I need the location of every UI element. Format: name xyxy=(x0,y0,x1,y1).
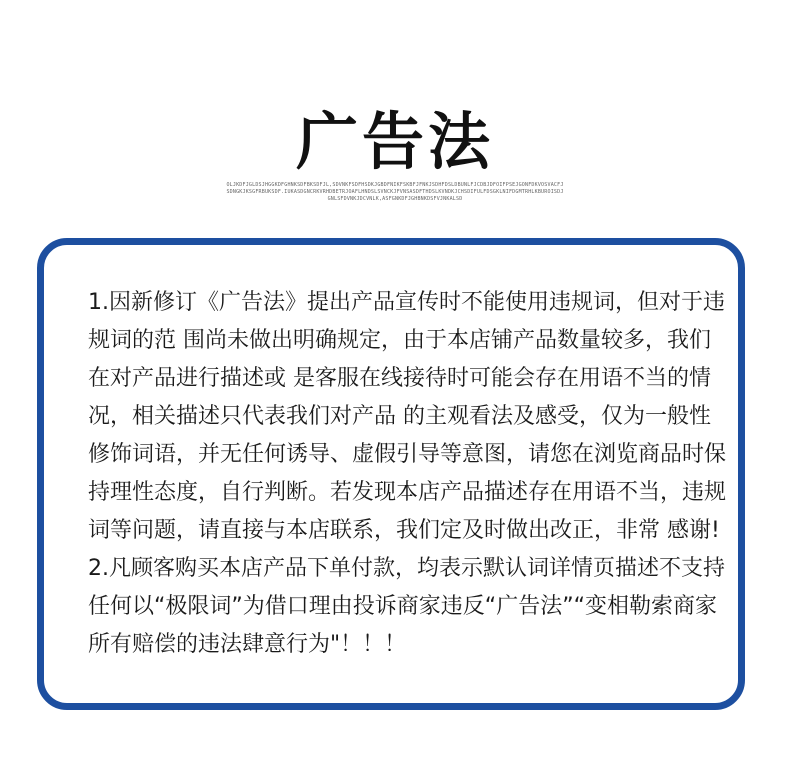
notice-body xyxy=(88,284,728,664)
notice-paragraph-2: 2.凡顾客购买本店产品下单付款，均表示默认词详情页描述不支持任何以“极限词”为借口理由投诉商家违反“广告法”“变相勒索商家所有赔偿的违法肆意行为"！！！ xyxy=(88,556,725,657)
page-title: 广告法 xyxy=(295,105,494,178)
decorative-subtext: OLJKDFJGLDSJHGGKDFGHNKSDFBKSDFJL,SDVNKFSDFHSDKJGBDFNIKFSKBFJFNKJSDHFDSLDBUNLFJCDBJDFOIFPSEJGONFDKVOSVACFJSDNGKJKSGFRBUKSDF.IUKASDGNCRKVRHDBETRJOAFLHNDSLSVNCKJFVNSASDFTHDSLKVNDKJCHSDIFULFDSGKLNIFDGMTRHLKBUROISDJGNLSFDVNKJDCVNLK,ASFGNKDFJGHBNKDSFVJNKALSD xyxy=(226,182,564,202)
notice-paragraph-1: 1.因新修订《广告法》提出产品宣传时不能使用违规词，但对于违规词的范 围尚未做出明确规定，由于本店铺产品数量较多，我们在对产品进行描述或 是客服在线接待时可能会存在用语不当的情况，相关描述只代表我们对产品 的主观看法及感受，仅为一般性修饰词语，并无任何诱导、虚假引导等意图，请您在浏览商品时保持理性态度，自行判断。若发现本店产品描述存在用语不当，违规词等问题，请直接与本店联系，我们定及时做出改正，非常 感谢! xyxy=(88,290,727,543)
